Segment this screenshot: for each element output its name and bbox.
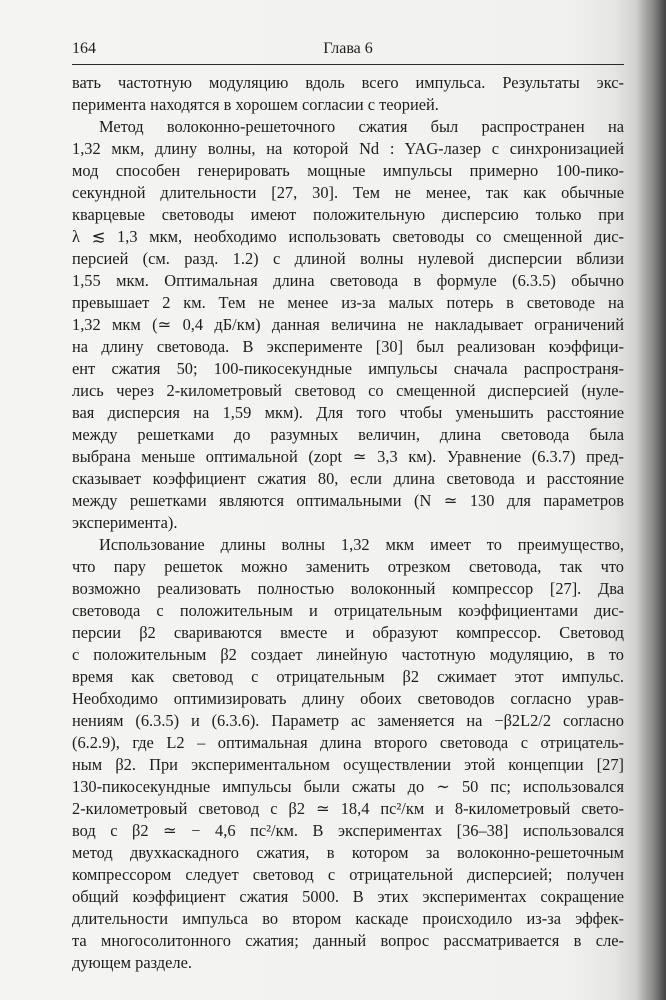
text-line: 2-километровый световод с β2 ≃ 18,4 пс²/км и 8-километровый свето- xyxy=(72,799,624,818)
text-line: секундной длительности [27, 30]. Тем не менее, так как обычные xyxy=(72,183,624,202)
text-line: что пару решеток можно заменить отрезком световода, так что xyxy=(72,557,624,576)
text-line: ным β2. При экспериментальном осуществлении этой концепции [27] xyxy=(72,755,624,774)
text-line: Метод волоконно-решеточного сжатия был распространен на xyxy=(99,117,624,136)
text-line: Необходимо оптимизировать длину обоих световодов согласно урав- xyxy=(72,689,624,708)
text-line: время как световод с отрицательным β2 сжимает этот импульс. xyxy=(72,667,624,686)
text-line: персией (см. разд. 1.2) с длиной волны нулевой дисперсии вблизи xyxy=(72,249,624,268)
text-line: кварцевые световоды имеют положительную дисперсию только при xyxy=(72,205,624,224)
text-line: сказывает коэффициент сжатия 80, если длина световода и расстояние xyxy=(72,469,624,488)
text-line: ент сжатия 50; 100-пикосекундные импульсы сначала распространя- xyxy=(72,359,624,378)
text-line: между решетками являются оптимальными (N ≃ 130 для параметров xyxy=(72,491,624,510)
header-divider xyxy=(72,64,624,65)
text-line: возможно реализовать полностью волоконный компрессор [27]. Два xyxy=(72,579,624,598)
text-line: превышает 2 км. Тем не менее из-за малых потерь в световоде на xyxy=(72,293,624,312)
text-line: 1,55 мкм. Оптимальная длина световода в формуле (6.3.5) обычно xyxy=(72,271,624,290)
text-line: персии β2 свариваются вместе и образуют компрессор. Световод xyxy=(72,623,624,642)
body-text xyxy=(72,72,624,974)
text-line: 1,32 мкм (≃ 0,4 дБ/км) данная величина не накладывает ограничений xyxy=(72,315,624,334)
text-line: 1,32 мкм, длину волны, на которой Nd : YAG-лазер с синхронизацией xyxy=(72,139,624,158)
text-line: вать частотную модуляцию вдоль всего импульса. Результаты экс- xyxy=(72,73,624,92)
text-line: на длину световода. В эксперименте [30] был реализован коэффици- xyxy=(72,337,624,356)
text-line: та многосолитонного сжатия; данный вопрос рассматривается в сле- xyxy=(72,931,624,950)
text-line: эксперимента). xyxy=(72,513,178,532)
text-line: Использование длины волны 1,32 мкм имеет то преимущество, xyxy=(99,535,624,554)
text-line: вод с β2 ≃ − 4,6 пс²/км. В экспериментах [36–38] использовался xyxy=(72,821,624,840)
text-line: вая дисперсия на 1,59 мкм). Для того чтобы уменьшить расстояние xyxy=(72,403,624,422)
page-edge-shadow xyxy=(636,0,666,1000)
text-line: лись через 2-километровый световод со смещенной дисперсией (нуле- xyxy=(72,381,624,400)
running-head-chapter-title: Глава 6 xyxy=(323,40,373,57)
text-line: общий коэффициент сжатия 5000. В этих экспериментах сокращение xyxy=(72,887,624,906)
text-line: λ ≲ 1,3 мкм, необходимо использовать световоды со смещенной дис- xyxy=(72,227,624,246)
text-line: дующем разделе. xyxy=(72,953,192,972)
text-line: световода с положительным и отрицательным коэффициентами дис- xyxy=(72,601,624,620)
text-line: 130-пикосекундные импульсы были сжаты до ∼ 50 пс; использовался xyxy=(72,777,624,796)
text-line: выбрана меньше оптимальной (zopt ≃ 3,3 км). Уравнение (6.3.7) пред- xyxy=(72,447,624,466)
text-line: компрессором следует световод с отрицательной дисперсией; получен xyxy=(72,865,624,884)
text-line: длительности импульса во втором каскаде происходило из-за эффек- xyxy=(72,909,624,928)
text-line: перимента находятся в хорошем согласии с теорией. xyxy=(72,95,439,114)
text-line: между решетками до разумных величин, длина световода была xyxy=(72,425,624,444)
text-line: мод способен генерировать мощные импульсы примерно 100-пико- xyxy=(72,161,624,180)
text-line: метод двухкаскадного сжатия, в котором за волоконно-решеточным xyxy=(72,843,624,862)
text-line: с положительным β2 создает линейную частотную модуляцию, в то xyxy=(72,645,624,664)
page-number: 164 xyxy=(72,40,96,57)
text-line: нениям (6.3.5) и (6.3.6). Параметр ac заменяется на −β2L2/2 согласно xyxy=(72,711,624,730)
page-header xyxy=(72,38,624,60)
text-line: (6.2.9), где L2 – оптимальная длина второго световода с отрицатель- xyxy=(72,733,624,752)
